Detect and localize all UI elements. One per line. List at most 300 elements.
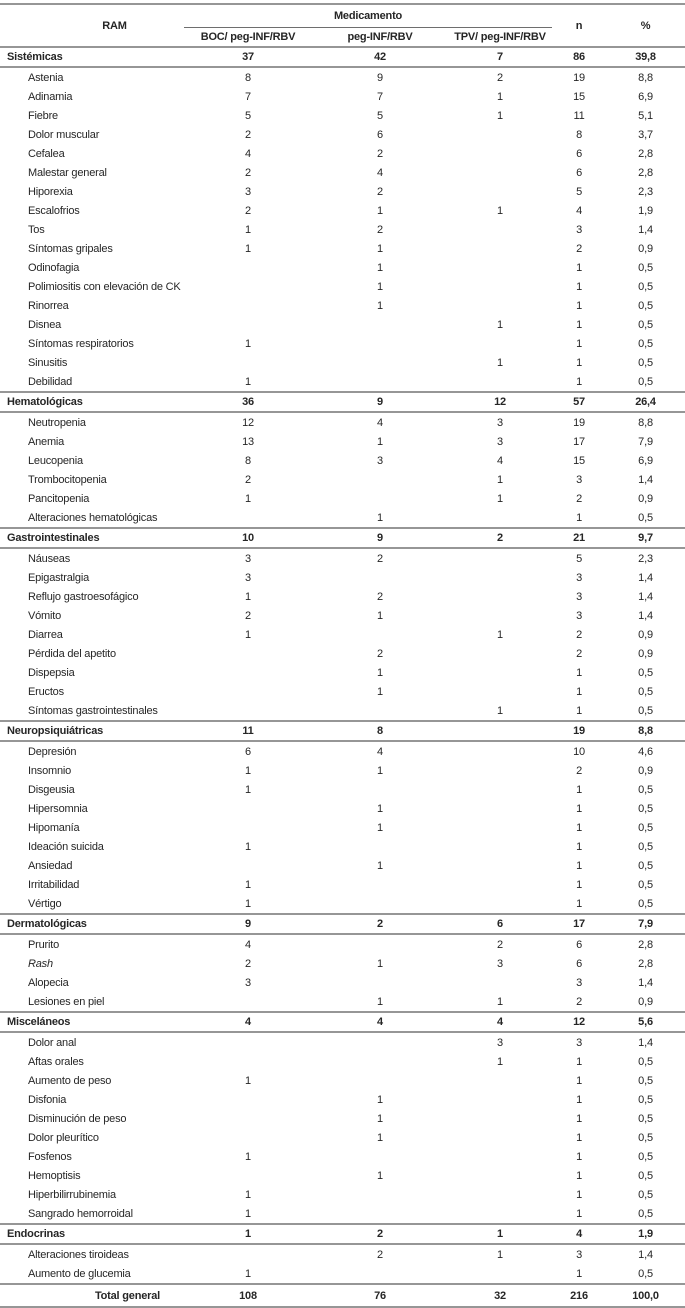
column-header-ram: RAM	[102, 19, 127, 32]
value-cell: 0,5	[638, 280, 653, 293]
value-cell: 12	[552, 1012, 606, 1032]
row-label: Lesiones en piel	[28, 995, 105, 1008]
value-cell	[448, 780, 552, 799]
value-cell: 1	[245, 897, 251, 910]
value-cell: 15	[573, 454, 585, 467]
row-label: Fosfenos	[28, 1150, 72, 1163]
value-cell: 1	[377, 666, 383, 679]
table-row	[0, 125, 685, 144]
value-cell	[184, 277, 312, 296]
table-row	[0, 741, 685, 761]
value-cell	[448, 125, 552, 144]
column-header-medicamento: Medicamento	[184, 4, 552, 28]
row-label: Alopecia	[28, 976, 69, 989]
value-cell: 8	[245, 71, 251, 84]
column-header-peg-inf-rbv: peg-INF/RBV	[312, 28, 448, 48]
value-cell	[184, 992, 312, 1012]
value-cell: 2	[497, 71, 503, 84]
table-row	[0, 682, 685, 701]
section-row	[0, 528, 685, 548]
value-cell: 1	[245, 783, 251, 796]
value-cell: 0,9	[638, 628, 653, 641]
value-cell	[184, 663, 312, 682]
value-cell: 4	[245, 147, 251, 160]
value-cell	[312, 334, 448, 353]
row-label: Hiporexia	[28, 185, 73, 198]
row-label: Hiperbilirrubinemia	[28, 1188, 116, 1201]
value-cell	[184, 353, 312, 372]
value-cell: 4	[245, 938, 251, 951]
value-cell	[312, 837, 448, 856]
value-cell: 12	[242, 416, 254, 429]
value-cell: 6	[245, 745, 251, 758]
row-label: Disminución de peso	[28, 1112, 127, 1125]
row-label: Alteraciones hematológicas	[28, 511, 158, 524]
row-label: Dolor pleurítico	[28, 1131, 99, 1144]
value-cell: 1	[377, 859, 383, 872]
value-cell: 1	[245, 878, 251, 891]
value-cell	[184, 644, 312, 663]
value-cell	[184, 508, 312, 528]
column-header-n: n	[575, 19, 583, 32]
value-cell	[184, 799, 312, 818]
value-cell: 0,5	[638, 1131, 653, 1144]
value-cell: 4	[576, 204, 582, 217]
value-cell: 2	[245, 128, 251, 141]
value-cell: 1	[245, 1207, 251, 1220]
value-cell: 2	[576, 764, 582, 777]
table-row	[0, 451, 685, 470]
value-cell	[312, 1264, 448, 1284]
value-cell: 4	[184, 1012, 312, 1032]
value-cell: 3	[576, 571, 582, 584]
value-cell: 1	[576, 897, 582, 910]
value-cell	[184, 1032, 312, 1052]
value-cell	[448, 1109, 552, 1128]
table-row	[0, 875, 685, 894]
value-cell	[184, 315, 312, 334]
row-label: Disfonia	[28, 1093, 67, 1106]
value-cell: 2	[312, 914, 448, 934]
row-label: Astenia	[28, 71, 64, 84]
value-cell	[448, 1147, 552, 1166]
value-cell: 5,6	[606, 1012, 685, 1032]
value-cell: 1	[576, 802, 582, 815]
value-cell: 1	[576, 1188, 582, 1201]
value-cell: 1,4	[638, 223, 653, 236]
table-row	[0, 780, 685, 799]
value-cell: 2	[245, 166, 251, 179]
value-cell	[448, 875, 552, 894]
table-row	[0, 818, 685, 837]
value-cell: 2	[245, 204, 251, 217]
value-cell: 0,5	[638, 704, 653, 717]
value-cell: 7,9	[606, 914, 685, 934]
value-cell	[184, 701, 312, 721]
value-cell: 2,3	[638, 185, 653, 198]
value-cell	[448, 548, 552, 568]
value-cell: 39,8	[606, 47, 685, 67]
table-row	[0, 856, 685, 875]
value-cell	[312, 1071, 448, 1090]
value-cell: 7	[245, 90, 251, 103]
value-cell	[448, 894, 552, 914]
value-cell: 1	[576, 261, 582, 274]
value-cell: 1	[377, 609, 383, 622]
value-cell: 3	[576, 609, 582, 622]
value-cell: 26,4	[606, 392, 685, 412]
value-cell: 2	[377, 185, 383, 198]
table-row	[0, 163, 685, 182]
row-label: Escalofrios	[28, 204, 80, 217]
value-cell: 19	[573, 416, 585, 429]
table-row	[0, 1052, 685, 1071]
row-label: Aumento de glucemia	[28, 1267, 131, 1280]
value-cell: 0,5	[638, 859, 653, 872]
row-label: Prurito	[28, 938, 59, 951]
table-row	[0, 701, 685, 721]
value-cell: 57	[552, 392, 606, 412]
table-row	[0, 372, 685, 392]
table-row	[0, 587, 685, 606]
section-row	[0, 721, 685, 741]
value-cell	[312, 568, 448, 587]
value-cell: 76	[312, 1284, 448, 1307]
value-cell: 1	[576, 375, 582, 388]
value-cell	[448, 296, 552, 315]
value-cell: 17	[573, 435, 585, 448]
row-label: Anemia	[28, 435, 65, 448]
value-cell: 4	[497, 454, 503, 467]
value-cell: 8	[576, 128, 582, 141]
value-cell: 2	[245, 957, 251, 970]
value-cell: 6,9	[638, 454, 653, 467]
table-row	[0, 182, 685, 201]
value-cell: 4	[377, 745, 383, 758]
value-cell: 0,5	[638, 1093, 653, 1106]
value-cell	[448, 220, 552, 239]
value-cell	[312, 701, 448, 721]
value-cell: 17	[552, 914, 606, 934]
total-row	[0, 1284, 685, 1307]
value-cell	[184, 1128, 312, 1147]
value-cell: 12	[448, 392, 552, 412]
value-cell: 19	[573, 71, 585, 84]
table-row	[0, 412, 685, 432]
value-cell	[448, 682, 552, 701]
value-cell	[448, 818, 552, 837]
table-body	[0, 47, 685, 1307]
table-row	[0, 67, 685, 87]
value-cell	[312, 1204, 448, 1224]
value-cell: 1	[576, 1074, 582, 1087]
value-cell: 1	[377, 299, 383, 312]
section-label: Gastrointestinales	[0, 528, 184, 548]
value-cell: 0,9	[638, 647, 653, 660]
section-label: Misceláneos	[0, 1012, 184, 1032]
value-cell: 2	[377, 647, 383, 660]
value-cell	[448, 182, 552, 201]
value-cell	[312, 934, 448, 954]
value-cell: 1	[245, 337, 251, 350]
value-cell: 10	[573, 745, 585, 758]
row-label: Dolor anal	[28, 1036, 77, 1049]
value-cell: 10	[184, 528, 312, 548]
section-row	[0, 1012, 685, 1032]
value-cell: 6	[576, 166, 582, 179]
value-cell: 7	[448, 47, 552, 67]
value-cell: 1	[184, 1224, 312, 1244]
value-cell: 108	[184, 1284, 312, 1307]
value-cell: 2	[377, 147, 383, 160]
value-cell: 1	[576, 356, 582, 369]
value-cell: 1	[377, 280, 383, 293]
section-label: Dermatológicas	[0, 914, 184, 934]
value-cell: 1	[497, 109, 503, 122]
row-label: Vértigo	[28, 897, 62, 910]
row-label: Tos	[28, 223, 45, 236]
value-cell: 1	[377, 511, 383, 524]
value-cell: 1	[576, 1055, 582, 1068]
table-row	[0, 239, 685, 258]
value-cell	[448, 587, 552, 606]
value-cell	[448, 606, 552, 625]
table-row	[0, 1109, 685, 1128]
section-row	[0, 392, 685, 412]
value-cell: 1	[497, 628, 503, 641]
value-cell	[448, 741, 552, 761]
value-cell	[448, 856, 552, 875]
value-cell: 1	[377, 261, 383, 274]
value-cell: 3	[497, 957, 503, 970]
value-cell: 1	[576, 1207, 582, 1220]
value-cell: 1,4	[638, 609, 653, 622]
value-cell	[184, 682, 312, 701]
value-cell: 0,5	[638, 1267, 653, 1280]
row-label: Depresión	[28, 745, 77, 758]
value-cell	[184, 1109, 312, 1128]
value-cell	[312, 353, 448, 372]
value-cell	[448, 761, 552, 780]
table-row	[0, 606, 685, 625]
value-cell: 1	[377, 821, 383, 834]
table-row	[0, 258, 685, 277]
value-cell: 6	[576, 147, 582, 160]
value-cell: 216	[552, 1284, 606, 1307]
table-row	[0, 201, 685, 220]
value-cell: 2	[377, 223, 383, 236]
value-cell	[312, 1052, 448, 1071]
value-cell	[184, 1090, 312, 1109]
value-cell	[448, 568, 552, 587]
value-cell: 1,4	[638, 571, 653, 584]
value-cell	[448, 721, 552, 741]
value-cell: 4	[448, 1012, 552, 1032]
value-cell	[312, 875, 448, 894]
value-cell: 4,6	[638, 745, 653, 758]
value-cell: 2	[576, 995, 582, 1008]
value-cell	[184, 818, 312, 837]
value-cell: 1	[576, 859, 582, 872]
value-cell	[448, 372, 552, 392]
table-row	[0, 568, 685, 587]
table-row	[0, 106, 685, 125]
value-cell: 1	[576, 1131, 582, 1144]
row-label: Aftas orales	[28, 1055, 84, 1068]
value-cell	[448, 644, 552, 663]
section-label: Hematológicas	[0, 392, 184, 412]
value-cell: 0,9	[638, 492, 653, 505]
value-cell: 0,5	[638, 878, 653, 891]
value-cell: 0,5	[638, 318, 653, 331]
section-row	[0, 1224, 685, 1244]
row-label: Sinusitis	[28, 356, 68, 369]
value-cell	[448, 1264, 552, 1284]
value-cell	[448, 334, 552, 353]
value-cell: 1	[497, 1248, 503, 1261]
value-cell: 1	[576, 1150, 582, 1163]
value-cell: 0,5	[638, 1055, 653, 1068]
row-label: Disnea	[28, 318, 62, 331]
value-cell: 21	[552, 528, 606, 548]
value-cell	[184, 1166, 312, 1185]
value-cell: 2	[377, 590, 383, 603]
table-row	[0, 353, 685, 372]
value-cell: 1	[245, 1267, 251, 1280]
value-cell: 0,9	[638, 764, 653, 777]
value-cell: 1	[377, 957, 383, 970]
row-label: Hipomanía	[28, 821, 80, 834]
table-row	[0, 470, 685, 489]
value-cell: 7,9	[638, 435, 653, 448]
row-label: Dispepsia	[28, 666, 75, 679]
value-cell	[448, 277, 552, 296]
value-cell	[448, 1071, 552, 1090]
value-cell	[448, 1090, 552, 1109]
row-label: Rinorrea	[28, 299, 69, 312]
value-cell: 8,8	[606, 721, 685, 741]
value-cell: 1	[576, 511, 582, 524]
row-label: Diarrea	[28, 628, 63, 641]
table-row	[0, 334, 685, 353]
value-cell	[312, 1185, 448, 1204]
table-header	[0, 4, 685, 47]
value-cell	[448, 163, 552, 182]
value-cell: 1	[245, 223, 251, 236]
value-cell: 1	[497, 492, 503, 505]
adverse-reactions-table	[0, 3, 685, 1308]
value-cell: 1	[497, 1055, 503, 1068]
value-cell: 1	[245, 1074, 251, 1087]
value-cell: 8,8	[638, 416, 653, 429]
row-label: Fiebre	[28, 109, 58, 122]
value-cell	[448, 1166, 552, 1185]
value-cell: 0,5	[638, 840, 653, 853]
value-cell: 2	[497, 938, 503, 951]
value-cell	[312, 973, 448, 992]
value-cell: 0,5	[638, 1074, 653, 1087]
value-cell: 1	[377, 242, 383, 255]
value-cell: 3	[245, 185, 251, 198]
value-cell: 2	[377, 552, 383, 565]
row-label: Rash	[28, 957, 53, 970]
value-cell	[312, 470, 448, 489]
value-cell: 1	[377, 802, 383, 815]
value-cell: 2,8	[638, 166, 653, 179]
value-cell: 1	[497, 318, 503, 331]
value-cell: 4	[377, 166, 383, 179]
table-row	[0, 1204, 685, 1224]
value-cell: 2,8	[638, 938, 653, 951]
table-row	[0, 220, 685, 239]
table-row	[0, 837, 685, 856]
value-cell: 1	[576, 280, 582, 293]
value-cell: 1	[576, 1112, 582, 1125]
value-cell: 1	[497, 473, 503, 486]
value-cell: 3	[377, 454, 383, 467]
value-cell: 2	[245, 473, 251, 486]
value-cell: 0,5	[638, 666, 653, 679]
value-cell: 1	[377, 764, 383, 777]
value-cell: 8	[312, 721, 448, 741]
value-cell: 2	[448, 528, 552, 548]
value-cell: 32	[448, 1284, 552, 1307]
value-cell: 3	[245, 976, 251, 989]
row-label: Síntomas gastrointestinales	[28, 704, 158, 717]
value-cell: 7	[377, 90, 383, 103]
value-cell: 1	[497, 995, 503, 1008]
value-cell: 1	[576, 666, 582, 679]
value-cell: 36	[184, 392, 312, 412]
value-cell: 15	[573, 90, 585, 103]
value-cell	[184, 296, 312, 315]
value-cell: 1,4	[638, 473, 653, 486]
value-cell: 0,9	[638, 995, 653, 1008]
value-cell: 9	[184, 914, 312, 934]
value-cell: 13	[242, 435, 254, 448]
value-cell: 0,5	[638, 375, 653, 388]
table-row	[0, 432, 685, 451]
value-cell: 100,0	[606, 1284, 685, 1307]
table-row	[0, 663, 685, 682]
row-label: Polimiositis con elevación de CK	[28, 280, 181, 293]
row-label: Vómito	[28, 609, 62, 622]
value-cell: 1	[448, 1224, 552, 1244]
value-cell: 19	[552, 721, 606, 741]
value-cell: 1	[497, 90, 503, 103]
value-cell: 4	[552, 1224, 606, 1244]
value-cell: 0,5	[638, 511, 653, 524]
value-cell	[448, 1185, 552, 1204]
value-cell: 9,7	[606, 528, 685, 548]
row-label: Síntomas respiratorios	[28, 337, 134, 350]
value-cell: 1	[576, 299, 582, 312]
value-cell: 1	[245, 242, 251, 255]
value-cell: 5	[576, 185, 582, 198]
value-cell	[184, 258, 312, 277]
section-label: Sistémicas	[0, 47, 184, 67]
value-cell: 1	[576, 878, 582, 891]
value-cell	[448, 508, 552, 528]
table-row	[0, 1264, 685, 1284]
value-cell: 1	[377, 435, 383, 448]
value-cell: 2	[576, 492, 582, 505]
value-cell	[312, 1032, 448, 1052]
column-header-boc-peg-inf-rbv: BOC/ peg-INF/RBV	[184, 28, 312, 48]
value-cell: 0,5	[638, 1188, 653, 1201]
table-row	[0, 1185, 685, 1204]
value-cell	[448, 1128, 552, 1147]
